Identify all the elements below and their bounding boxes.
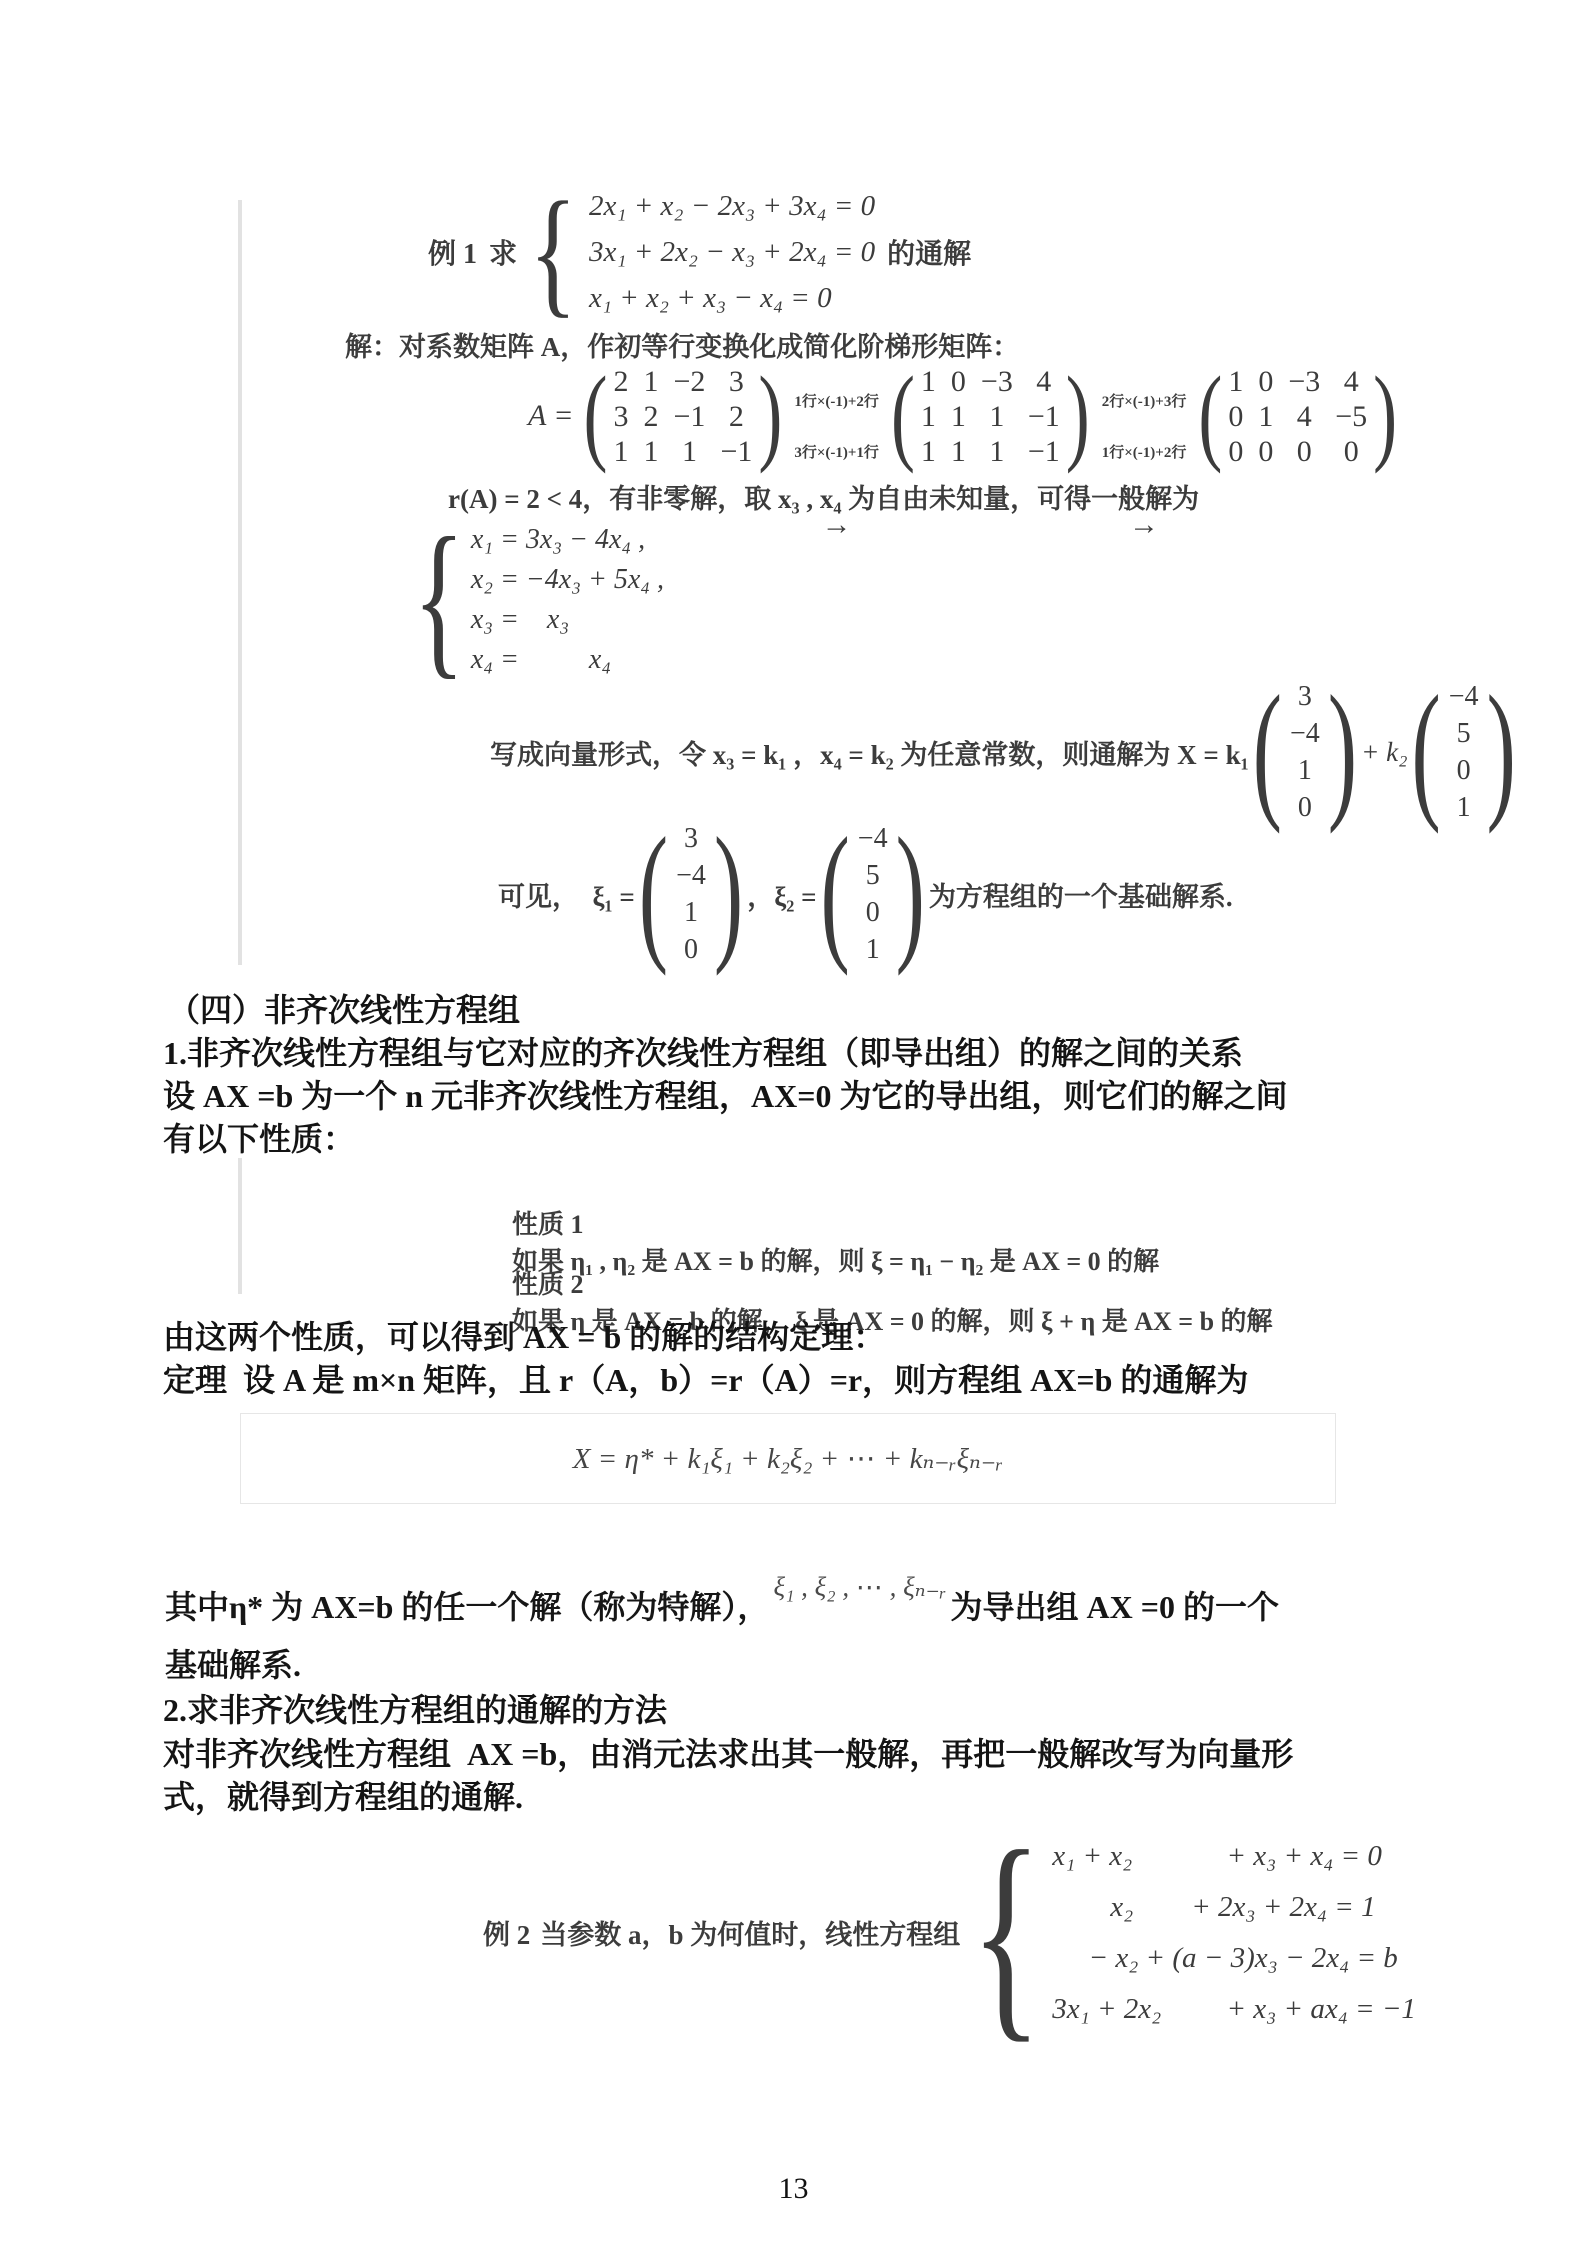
example1-prompt: 求 bbox=[489, 239, 518, 270]
vector-2 bbox=[1411, 665, 1516, 836]
xi1-vector bbox=[638, 807, 744, 978]
equation-line: x₁ + x₂ + x₃ − x₄ = 0 bbox=[589, 282, 832, 314]
general-solution-formula-box bbox=[240, 1413, 1336, 1504]
vector-1-values bbox=[1282, 680, 1328, 824]
matrix-cell: 1 bbox=[950, 399, 966, 433]
matrix-cell: 1 bbox=[920, 434, 936, 468]
matrix-cell: 1 bbox=[920, 399, 936, 433]
matrix-cell: 1 bbox=[613, 434, 629, 468]
vector-1 bbox=[1252, 665, 1358, 836]
section-paragraph: 设 AX =b 为一个 n 元非齐次线性方程组，AX=0 为它的导出组，则它们的解之间 bbox=[163, 1078, 1288, 1114]
matrix-2 bbox=[890, 354, 1090, 475]
right-paren-glyph: ) bbox=[1486, 665, 1516, 836]
matrix-cell: 1 bbox=[989, 434, 1005, 468]
left-paren-glyph: ( bbox=[890, 354, 915, 475]
property-1-text: 如果 η₁ , η₂ 是 AX = b 的解，则 ξ = η₁ − η₂ 是 AX = 0 的解 bbox=[512, 1247, 1160, 1276]
particular-solution-paragraph bbox=[165, 1572, 1279, 1628]
matrix-cell: 1 bbox=[1228, 364, 1244, 398]
left-paren-glyph: ( bbox=[1252, 665, 1282, 836]
property-1-label: 性质 1 bbox=[512, 1210, 584, 1239]
solution-intro bbox=[345, 325, 1019, 364]
section-paragraph: 有以下性质： bbox=[163, 1121, 356, 1157]
matrix-cell: 1 bbox=[950, 434, 966, 468]
vector-2-values bbox=[1441, 680, 1487, 824]
left-paren-glyph: ( bbox=[1198, 354, 1223, 475]
row-operation-2 bbox=[1101, 360, 1187, 541]
property-2-label: 性质 2 bbox=[512, 1270, 584, 1299]
matrix-cell: −1 bbox=[1027, 399, 1060, 433]
general-solution-formula: X = η* + k₁ξ₁ + k₂ξ₂ + ⋯ + kₙ₋ᵣξₙ₋ᵣ bbox=[572, 1443, 1004, 1475]
vector-value: −4 bbox=[1290, 718, 1320, 749]
left-brace-glyph: { bbox=[529, 172, 578, 331]
right-paren-glyph: ) bbox=[1373, 354, 1398, 475]
matrix-cell: −5 bbox=[1335, 399, 1368, 433]
solution-line: x₁ = 3x₃ − 4x₄ , bbox=[470, 524, 646, 555]
equation-line: 3x₁ + 2x₂ + x₃ + ax₄ = −1 bbox=[1052, 1992, 1416, 2025]
matrix-2-grid bbox=[915, 364, 1066, 469]
equation-line: x₁ + x₂ + x₃ + x₄ = 0 bbox=[1052, 1839, 1382, 1872]
equation-line: 2x₁ + x₂ − 2x₃ + 3x₄ = 0 bbox=[589, 190, 876, 222]
example2-block bbox=[483, 1803, 1416, 2062]
matrix-cell: 4 bbox=[1296, 399, 1312, 433]
rank-statement-text: r(A) = 2 < 4，有非零解，取 x₃ , x₄ 为自由未知量，可得一般解为 bbox=[448, 484, 1200, 514]
matrix-cell: 3 bbox=[613, 399, 629, 433]
vector-value: −4 bbox=[1448, 681, 1479, 712]
right-paren-glyph: ) bbox=[758, 354, 783, 475]
example1-suffix: 的通解 bbox=[887, 239, 972, 270]
section-paragraph: 1.非齐次线性方程组与它对应的齐次线性方程组（即导出组）的解之间的关系 bbox=[163, 1035, 1244, 1071]
example2-equations bbox=[1052, 1831, 1416, 2035]
conclusion-suffix: 为方程组的一个基础解系. bbox=[928, 881, 1233, 912]
right-paren-glyph: ) bbox=[1327, 665, 1358, 836]
example2-intro: 当参数 a，b 为何值时，线性方程组 bbox=[540, 1920, 961, 1950]
equation-line: − x₂ + (a − 3)x₃ − 2x₄ = b bbox=[1052, 1941, 1398, 1974]
matrix-cell: 2 bbox=[613, 364, 629, 398]
xi2-vector bbox=[820, 807, 925, 978]
section-paragraph: 由这两个性质，可以得到 AX = b 的解的结构定理： bbox=[163, 1319, 886, 1355]
section-heading: （四）非齐次线性方程组 bbox=[168, 992, 521, 1028]
xi1-values bbox=[668, 822, 714, 966]
matrix-cell: 3 bbox=[728, 364, 744, 398]
plus-k2-text: + k₂ bbox=[1361, 736, 1408, 767]
matrix-cell: 0 bbox=[1228, 434, 1244, 468]
solution-line: x₄ = x₄ bbox=[470, 644, 612, 675]
property-2-text: 如果 η 是 AX = b 的解， ξ 是 AX = 0 的解，则 ξ + η 是 AX = b 的解 bbox=[512, 1307, 1273, 1336]
matrix-cell: 1 bbox=[989, 399, 1005, 433]
matrix-cell: −1 bbox=[673, 399, 706, 433]
matrix-cell: 0 bbox=[1228, 399, 1244, 433]
section-paragraph: 2.求非齐次线性方程组的通解的方法 bbox=[163, 1692, 668, 1728]
vector-form-text: 写成向量形式，令 x₃ = k₁ ，x₄ = k₂ 为任意常数，则通解为 X = k₁ bbox=[490, 739, 1249, 770]
row-op-text: 2行×(-1)+3行 bbox=[1101, 394, 1187, 410]
vector-value: 0 bbox=[1456, 755, 1471, 786]
rank-statement bbox=[448, 477, 1199, 516]
row-operation-1-lines bbox=[794, 360, 879, 496]
example2-label: 例 2 bbox=[483, 1920, 531, 1950]
matrix-cell: −1 bbox=[720, 434, 753, 468]
paragraph-text: 为导出组 AX =0 的一个 bbox=[950, 1589, 1279, 1625]
vector-value: 5 bbox=[865, 860, 880, 891]
section-paragraph: 基础解系. bbox=[165, 1647, 302, 1683]
vector-value: −4 bbox=[857, 823, 888, 854]
matrix-cell: 1 bbox=[643, 364, 659, 398]
left-paren-glyph: ( bbox=[820, 807, 850, 978]
matrix-cell: 1 bbox=[1258, 399, 1274, 433]
row-op-text: 1行×(-1)+2行 bbox=[1101, 445, 1187, 461]
section-paragraph: 对非齐次线性方程组 AX =b，由消元法求出其一般解，再把一般解改写为向量形 bbox=[163, 1736, 1294, 1772]
matrix-cell: 2 bbox=[728, 399, 744, 433]
paragraph-text: 其中η* 为 AX=b 的任一个解（称为特解）， bbox=[165, 1589, 770, 1625]
row-op-text: 1行×(-1)+2行 bbox=[794, 394, 879, 410]
right-paren-glyph: ) bbox=[1065, 354, 1090, 475]
arrow-icon: → bbox=[1129, 508, 1160, 541]
matrix-cell: 1 bbox=[681, 434, 697, 468]
vector-value: 0 bbox=[865, 897, 880, 928]
image-border-line bbox=[238, 1158, 242, 1294]
left-brace-glyph: { bbox=[413, 503, 465, 695]
left-brace-glyph: { bbox=[970, 1803, 1043, 2062]
example1-label: 例 1 bbox=[428, 239, 478, 270]
left-paren-glyph: ( bbox=[583, 354, 608, 475]
vector-value: 3 bbox=[1297, 681, 1312, 712]
matrix-cell: −2 bbox=[673, 364, 706, 398]
matrix-cell: −3 bbox=[1288, 364, 1321, 398]
matrix-3-grid bbox=[1222, 364, 1373, 469]
matrix-cell: 2 bbox=[643, 399, 659, 433]
xi2-values bbox=[850, 822, 896, 966]
xi-sequence-fragment: ξ₁ , ξ₂ , ⋯ , ξₙ₋ᵣ bbox=[773, 1572, 947, 1602]
matrix-cell: 0 bbox=[950, 364, 966, 398]
matrix-1-grid bbox=[608, 364, 759, 469]
example1-equations bbox=[589, 183, 875, 321]
section-paragraph: 式，就得到方程组的通解. bbox=[163, 1779, 524, 1815]
matrix-cell: 0 bbox=[1296, 434, 1312, 468]
vector-value: 1 bbox=[865, 934, 880, 965]
conclusion-prefix: 可见， ξ₁ = bbox=[498, 881, 635, 912]
vector-value: 0 bbox=[683, 934, 698, 965]
example1-system bbox=[428, 172, 972, 331]
arrow-icon: → bbox=[821, 508, 852, 541]
matrix-3 bbox=[1198, 354, 1398, 475]
vector-value: 1 bbox=[1456, 792, 1471, 823]
solution-intro-text: 解：对系数矩阵 A，作初等行变换化成简化阶梯形矩阵： bbox=[345, 332, 1020, 362]
vector-value: 1 bbox=[1297, 755, 1312, 786]
matrix-a-label: A = bbox=[528, 399, 574, 432]
equation-line: x₂ + 2x₃ + 2x₄ = 1 bbox=[1052, 1890, 1376, 1923]
general-solution-lines bbox=[471, 520, 664, 680]
vector-value: 1 bbox=[683, 897, 698, 928]
conclusion-row bbox=[498, 807, 1233, 978]
left-paren-glyph: ( bbox=[638, 807, 669, 978]
row-op-text: 3行×(-1)+1行 bbox=[794, 445, 879, 461]
matrix-1 bbox=[583, 354, 783, 475]
matrix-cell: 4 bbox=[1036, 364, 1052, 398]
matrix-cell: 1 bbox=[643, 434, 659, 468]
image-border-line bbox=[238, 200, 242, 965]
vector-value: 5 bbox=[1456, 718, 1471, 749]
right-paren-glyph: ) bbox=[895, 807, 925, 978]
conclusion-mid: ，ξ₂ = bbox=[747, 881, 817, 912]
matrix-cell: 0 bbox=[1343, 434, 1359, 468]
matrix-cell: −3 bbox=[980, 364, 1013, 398]
page-number: 13 bbox=[778, 2172, 809, 2205]
matrix-cell: −1 bbox=[1027, 434, 1060, 468]
matrix-cell: 1 bbox=[920, 364, 936, 398]
matrix-cell: 0 bbox=[1258, 364, 1274, 398]
vector-value: 3 bbox=[683, 823, 698, 854]
vector-value: −4 bbox=[676, 860, 706, 891]
row-operation-2-lines bbox=[1102, 360, 1187, 496]
matrix-cell: 0 bbox=[1258, 434, 1274, 468]
right-paren-glyph: ) bbox=[713, 807, 744, 978]
left-paren-glyph: ( bbox=[1411, 665, 1441, 836]
row-operation-1 bbox=[794, 360, 879, 541]
solution-line: x₂ = −4x₃ + 5x₄ , bbox=[470, 564, 665, 595]
matrix-cell: 4 bbox=[1343, 364, 1359, 398]
equation-line: 3x₁ + 2x₂ − x₃ + 2x₄ = 0 bbox=[589, 236, 876, 268]
general-solution bbox=[413, 503, 665, 695]
theorem-paragraph: 定理 设 A 是 m×n 矩阵，且 r（A，b）=r（A）=r，则方程组 AX=b 的通解为 bbox=[163, 1362, 1249, 1398]
vector-value: 0 bbox=[1297, 792, 1312, 823]
solution-line: x₃ = x₃ bbox=[470, 604, 570, 635]
